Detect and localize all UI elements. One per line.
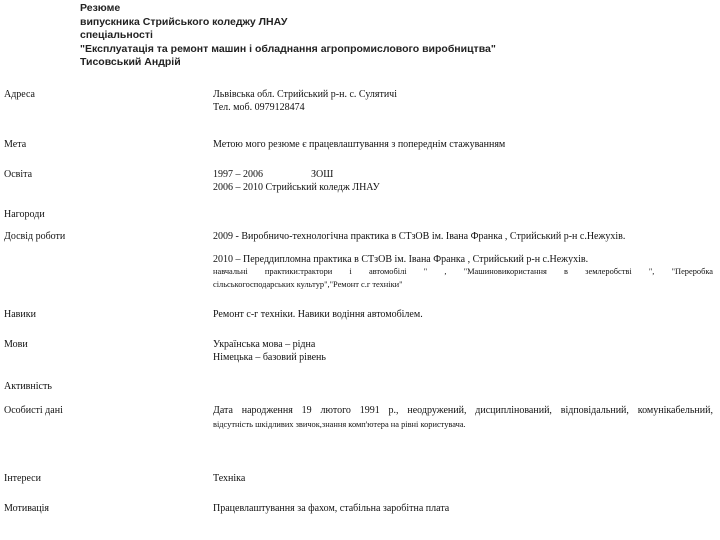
address-value: Львівська обл. Стрийський р-н. с. Сулятичі (213, 89, 397, 100)
language-1: Українська мова – рідна (213, 339, 316, 350)
education-school-1: ЗОШ (311, 169, 334, 180)
specialty-name: "Експлуатація та ремонт машин і обладнання агропромислового виробництва" (80, 42, 496, 55)
awards-label: Нагороди (4, 209, 45, 220)
experience-line-4: сільськогосподарських культур","Ремонт с.г техніки" (213, 280, 403, 289)
experience-line-2: 2010 – Переддипломна практика в СТзОВ ім. Івана Франка , Стрийський р-н с.Нежухів. (213, 254, 589, 265)
activity-label: Активність (4, 381, 52, 392)
education-label: Освіта (4, 169, 33, 180)
resume-header (80, 2, 496, 70)
goal-value: Метою мого резюме є працевлаштування з попереднім стажуванням (213, 139, 506, 150)
experience-label: Досвід роботи (4, 231, 66, 242)
address-label: Адреса (4, 89, 35, 100)
personal-label: Особисті дані (4, 405, 63, 416)
education-line-1 (213, 168, 333, 181)
experience-line-3: навчальні практики:трактори і автомобілі " , "Машиновикористання в землеробстві ", "Переробка (213, 267, 713, 276)
applicant-name: Тисовський Андрій (80, 56, 181, 68)
motivation-label: Мотивація (4, 503, 49, 514)
language-2: Німецька – базовий рівень (213, 352, 326, 363)
education-years-1: 1997 – 2006 (213, 169, 263, 180)
goal-label: Мета (4, 139, 27, 150)
skills-value: Ремонт с-г техніки. Навики водіння автомобілем. (213, 309, 423, 320)
personal-line-1: Дата народження 19 лютого 1991 р., неодружений, дисциплінований, відповідальний, комунікабельний, (213, 405, 713, 416)
specialty-label: спеціальності (80, 29, 153, 41)
experience-line-1: 2009 - Виробничо-технологічна практика в СТзОВ ім. Івана Франка , Стрийський р-н с.Нежухів. (213, 231, 626, 242)
interests-value: Техніка (213, 473, 246, 484)
graduate-line: випускника Стрийського коледжу ЛНАУ (80, 15, 288, 28)
interests-label: Інтереси (4, 473, 41, 484)
languages-label: Мови (4, 339, 28, 350)
skills-label: Навики (4, 309, 36, 320)
motivation-value: Працевлаштування за фахом, стабільна заробітна плата (213, 503, 450, 514)
resume-title: Резюме (80, 2, 121, 14)
education-line-2: 2006 – 2010 Стрийський коледж ЛНАУ (213, 182, 380, 193)
personal-line-2: відсутність шкідливих звичок,знання комп'ютера на рівні користувача. (213, 420, 466, 429)
phone-value: Тел. моб. 0979128474 (213, 102, 305, 113)
